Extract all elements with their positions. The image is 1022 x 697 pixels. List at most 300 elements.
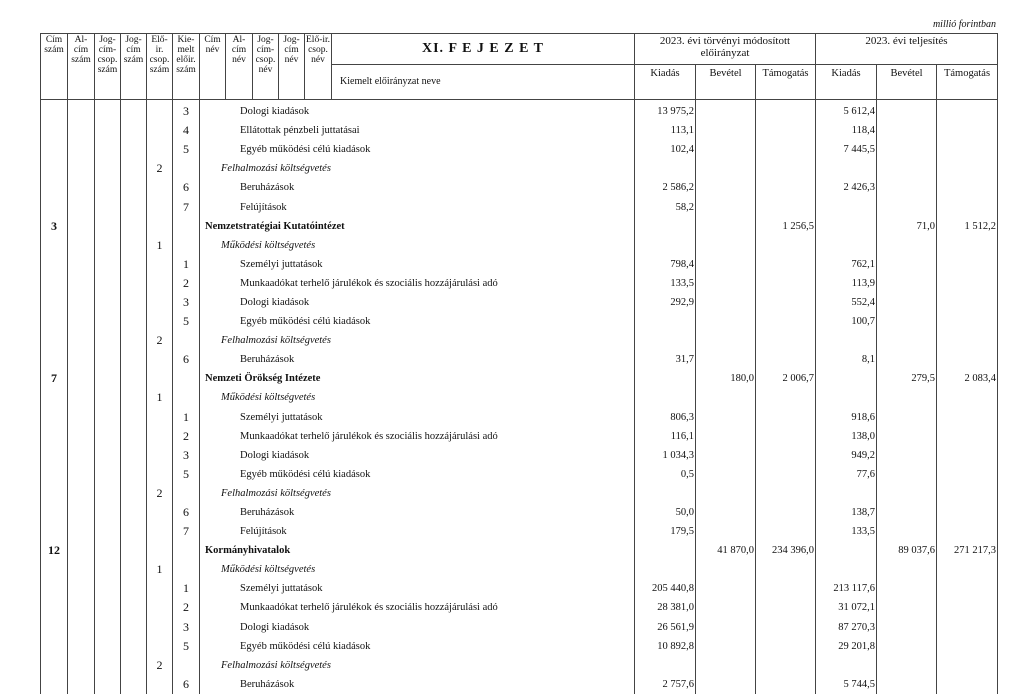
- plan-tamogatas-value: [756, 656, 816, 675]
- empty-cell: [173, 369, 200, 388]
- empty-cell: [173, 217, 200, 236]
- empty-cell: [95, 236, 121, 255]
- plan-tamogatas-value: [756, 465, 816, 484]
- actual-bevetel-value: [877, 140, 937, 159]
- actual-bevetel-value: 279,5: [877, 369, 937, 388]
- empty-cell: [41, 618, 68, 637]
- plan-bevetel-value: [696, 140, 756, 159]
- empty-cell: [121, 274, 147, 293]
- plan-kiadas-value: 50,0: [635, 503, 696, 522]
- empty-cell: [173, 560, 200, 579]
- empty-cell: [68, 312, 95, 331]
- row-number: 2: [147, 159, 173, 178]
- actual-bevetel-value: [877, 579, 937, 598]
- budget-table: [40, 33, 998, 694]
- row-name: Felújítások: [200, 522, 635, 541]
- empty-cell: [95, 331, 121, 350]
- row-name: Egyéb működési célú kiadások: [200, 637, 635, 656]
- empty-cell: [68, 560, 95, 579]
- row-number: 2: [173, 274, 200, 293]
- empty-cell: [147, 178, 173, 197]
- plan-bevetel-value: [696, 159, 756, 178]
- actual-bevetel-value: [877, 560, 937, 579]
- actual-tamogatas-value: [937, 465, 998, 484]
- actual-kiadas-value: 31 072,1: [816, 598, 877, 617]
- empty-cell: [147, 350, 173, 369]
- table-row: [41, 121, 998, 140]
- row-name: Munkaadókat terhelő járulékok és szociális hozzájárulási adó: [200, 598, 635, 617]
- row-name: Dologi kiadások: [200, 293, 635, 312]
- header-col-3: Jog-cím szám: [121, 34, 147, 100]
- empty-cell: [173, 331, 200, 350]
- actual-kiadas-value: [816, 388, 877, 407]
- plan-bevetel-value: [696, 637, 756, 656]
- row-number: 1: [147, 560, 173, 579]
- plan-bevetel-value: [696, 178, 756, 197]
- row-name: Nemzetstratégiai Kutatóintézet: [200, 217, 635, 236]
- plan-kiadas-value: 102,4: [635, 140, 696, 159]
- empty-cell: [41, 579, 68, 598]
- actual-tamogatas-value: [937, 274, 998, 293]
- plan-tamogatas-value: [756, 178, 816, 197]
- plan-kiadas-value: 13 975,2: [635, 102, 696, 121]
- plan-bevetel-value: [696, 293, 756, 312]
- empty-cell: [95, 446, 121, 465]
- empty-cell: [41, 312, 68, 331]
- plan-kiadas-value: 2 757,6: [635, 675, 696, 694]
- empty-cell: [121, 427, 147, 446]
- actual-bevetel-value: 89 037,6: [877, 541, 937, 560]
- header-col-7: Al-cím név: [226, 34, 253, 100]
- actual-bevetel-value: [877, 312, 937, 331]
- row-name: Személyi juttatások: [200, 255, 635, 274]
- plan-tamogatas-value: [756, 579, 816, 598]
- empty-cell: [147, 598, 173, 617]
- actual-kiadas-value: 2 426,3: [816, 178, 877, 197]
- actual-kiadas-value: 213 117,6: [816, 579, 877, 598]
- row-name: Személyi juttatások: [200, 408, 635, 427]
- header-col-4: Elő-ir. csop. szám: [147, 34, 173, 100]
- row-number: 1: [147, 236, 173, 255]
- empty-cell: [68, 140, 95, 159]
- empty-cell: [41, 522, 68, 541]
- empty-cell: [68, 484, 95, 503]
- plan-kiadas-value: 205 440,8: [635, 579, 696, 598]
- actual-tamogatas-value: [937, 408, 998, 427]
- row-number: 2: [147, 656, 173, 675]
- row-name: Egyéb működési célú kiadások: [200, 140, 635, 159]
- row-number: 6: [173, 350, 200, 369]
- plan-bevetel-value: [696, 503, 756, 522]
- table-row: [41, 656, 998, 675]
- table-row: [41, 197, 998, 216]
- empty-cell: [95, 465, 121, 484]
- table-row: [41, 388, 998, 407]
- empty-cell: [121, 408, 147, 427]
- row-name: Felhalmozási költségvetés: [200, 656, 635, 675]
- empty-cell: [121, 637, 147, 656]
- empty-cell: [68, 178, 95, 197]
- actual-bevetel-value: [877, 465, 937, 484]
- empty-cell: [95, 255, 121, 274]
- empty-cell: [147, 408, 173, 427]
- plan-kiadas-value: 0,5: [635, 465, 696, 484]
- empty-cell: [173, 159, 200, 178]
- empty-cell: [147, 197, 173, 216]
- empty-cell: [121, 293, 147, 312]
- table-row: [41, 274, 998, 293]
- actual-kiadas-value: 77,6: [816, 465, 877, 484]
- empty-cell: [68, 656, 95, 675]
- row-number: 3: [41, 217, 68, 236]
- plan-bevetel-value: [696, 217, 756, 236]
- header-name-column: Kiemelt előirányzat neve: [332, 65, 635, 100]
- actual-bevetel-value: [877, 484, 937, 503]
- plan-tamogatas-value: 1 256,5: [756, 217, 816, 236]
- row-name: Dologi kiadások: [200, 618, 635, 637]
- empty-cell: [147, 274, 173, 293]
- actual-bevetel-value: [877, 408, 937, 427]
- plan-bevetel-value: [696, 121, 756, 140]
- actual-tamogatas-value: [937, 236, 998, 255]
- actual-kiadas-value: [816, 560, 877, 579]
- actual-bevetel-value: [877, 427, 937, 446]
- header-col-2: Jog-cím-csop. szám: [95, 34, 121, 100]
- plan-bevetel-value: [696, 350, 756, 369]
- plan-tamogatas-value: [756, 446, 816, 465]
- row-number: 6: [173, 675, 200, 694]
- header-col-1: Al-cím szám: [68, 34, 95, 100]
- empty-cell: [68, 293, 95, 312]
- plan-bevetel-value: [696, 236, 756, 255]
- actual-bevetel-value: [877, 618, 937, 637]
- row-number: 3: [173, 618, 200, 637]
- empty-cell: [173, 541, 200, 560]
- header-sub-kiadas-plan: Kiadás: [635, 65, 696, 100]
- actual-bevetel-value: [877, 388, 937, 407]
- empty-cell: [68, 274, 95, 293]
- empty-cell: [95, 140, 121, 159]
- row-number: 3: [173, 102, 200, 121]
- empty-cell: [121, 465, 147, 484]
- table-row: [41, 484, 998, 503]
- empty-cell: [41, 598, 68, 617]
- empty-cell: [147, 637, 173, 656]
- empty-cell: [41, 465, 68, 484]
- empty-cell: [95, 637, 121, 656]
- actual-bevetel-value: [877, 236, 937, 255]
- empty-cell: [68, 217, 95, 236]
- plan-tamogatas-value: [756, 293, 816, 312]
- actual-tamogatas-value: [937, 140, 998, 159]
- empty-cell: [68, 331, 95, 350]
- actual-kiadas-value: 762,1: [816, 255, 877, 274]
- empty-cell: [121, 236, 147, 255]
- header-sub-bevetel-actual: Bevétel: [877, 65, 937, 100]
- header-group-performance: 2023. évi teljesítés: [816, 34, 998, 65]
- plan-tamogatas-value: [756, 408, 816, 427]
- empty-cell: [68, 388, 95, 407]
- plan-kiadas-value: 798,4: [635, 255, 696, 274]
- plan-tamogatas-value: [756, 121, 816, 140]
- empty-cell: [41, 350, 68, 369]
- row-number: 1: [173, 408, 200, 427]
- plan-kiadas-value: 2 586,2: [635, 178, 696, 197]
- empty-cell: [147, 522, 173, 541]
- table-row: [41, 427, 998, 446]
- empty-cell: [68, 579, 95, 598]
- empty-cell: [95, 293, 121, 312]
- actual-bevetel-value: [877, 197, 937, 216]
- actual-bevetel-value: [877, 159, 937, 178]
- actual-kiadas-value: 118,4: [816, 121, 877, 140]
- plan-kiadas-value: 31,7: [635, 350, 696, 369]
- row-number: 12: [41, 541, 68, 560]
- plan-bevetel-value: [696, 522, 756, 541]
- empty-cell: [68, 503, 95, 522]
- row-name: Felújítások: [200, 197, 635, 216]
- actual-kiadas-value: [816, 331, 877, 350]
- row-number: 6: [173, 503, 200, 522]
- actual-tamogatas-value: [937, 331, 998, 350]
- header-sub-kiadas-actual: Kiadás: [816, 65, 877, 100]
- empty-cell: [68, 446, 95, 465]
- empty-cell: [41, 388, 68, 407]
- row-name: Ellátottak pénzbeli juttatásai: [200, 121, 635, 140]
- empty-cell: [68, 675, 95, 694]
- empty-cell: [173, 656, 200, 675]
- row-name: Beruházások: [200, 178, 635, 197]
- actual-tamogatas-value: [937, 388, 998, 407]
- empty-cell: [41, 446, 68, 465]
- plan-bevetel-value: [696, 427, 756, 446]
- table-row: [41, 637, 998, 656]
- empty-cell: [121, 522, 147, 541]
- table-row: [41, 369, 998, 388]
- empty-cell: [95, 369, 121, 388]
- empty-cell: [95, 675, 121, 694]
- actual-kiadas-value: [816, 236, 877, 255]
- actual-kiadas-value: 100,7: [816, 312, 877, 331]
- empty-cell: [95, 484, 121, 503]
- empty-cell: [95, 274, 121, 293]
- actual-tamogatas-value: [937, 178, 998, 197]
- plan-bevetel-value: [696, 560, 756, 579]
- empty-cell: [68, 408, 95, 427]
- actual-kiadas-value: [816, 369, 877, 388]
- empty-cell: [121, 618, 147, 637]
- chapter-title: XI. F E J E Z E T: [332, 34, 635, 65]
- actual-tamogatas-value: [937, 121, 998, 140]
- table-row: [41, 293, 998, 312]
- actual-kiadas-value: 133,5: [816, 522, 877, 541]
- table-row: [41, 541, 998, 560]
- table-row: [41, 560, 998, 579]
- empty-cell: [68, 427, 95, 446]
- actual-tamogatas-value: [937, 255, 998, 274]
- actual-tamogatas-value: [937, 293, 998, 312]
- header-group-appropriation: 2023. évi törvényi módosított előirányzat: [635, 34, 816, 65]
- empty-cell: [121, 598, 147, 617]
- empty-cell: [95, 178, 121, 197]
- header-col-0: Cím szám: [41, 34, 68, 100]
- plan-kiadas-value: 10 892,8: [635, 637, 696, 656]
- plan-tamogatas-value: [756, 598, 816, 617]
- table-row: [41, 465, 998, 484]
- actual-kiadas-value: 29 201,8: [816, 637, 877, 656]
- plan-kiadas-value: [635, 312, 696, 331]
- table-row: [41, 140, 998, 159]
- empty-cell: [147, 121, 173, 140]
- empty-cell: [41, 178, 68, 197]
- actual-tamogatas-value: 1 512,2: [937, 217, 998, 236]
- empty-cell: [95, 388, 121, 407]
- plan-kiadas-value: [635, 331, 696, 350]
- plan-tamogatas-value: [756, 388, 816, 407]
- actual-kiadas-value: [816, 159, 877, 178]
- empty-cell: [41, 408, 68, 427]
- empty-cell: [95, 598, 121, 617]
- plan-tamogatas-value: [756, 522, 816, 541]
- empty-cell: [41, 255, 68, 274]
- empty-cell: [147, 675, 173, 694]
- empty-cell: [68, 598, 95, 617]
- row-number: 5: [173, 465, 200, 484]
- actual-tamogatas-value: [937, 656, 998, 675]
- empty-cell: [95, 618, 121, 637]
- empty-cell: [173, 388, 200, 407]
- plan-bevetel-value: [696, 484, 756, 503]
- plan-kiadas-value: [635, 560, 696, 579]
- empty-cell: [95, 350, 121, 369]
- plan-kiadas-value: [635, 656, 696, 675]
- empty-cell: [68, 618, 95, 637]
- actual-bevetel-value: [877, 255, 937, 274]
- actual-tamogatas-value: [937, 427, 998, 446]
- empty-cell: [121, 503, 147, 522]
- actual-tamogatas-value: [937, 598, 998, 617]
- actual-tamogatas-value: [937, 484, 998, 503]
- row-name: Személyi juttatások: [200, 579, 635, 598]
- row-name: Munkaadókat terhelő járulékok és szociális hozzájárulási adó: [200, 274, 635, 293]
- table-row: [41, 598, 998, 617]
- row-name: Beruházások: [200, 503, 635, 522]
- actual-kiadas-value: [816, 541, 877, 560]
- table-row: [41, 446, 998, 465]
- actual-bevetel-value: [877, 293, 937, 312]
- empty-cell: [68, 236, 95, 255]
- plan-tamogatas-value: [756, 427, 816, 446]
- actual-kiadas-value: [816, 656, 877, 675]
- header-col-9: Jog-cím név: [279, 34, 305, 100]
- actual-kiadas-value: [816, 217, 877, 236]
- empty-cell: [95, 541, 121, 560]
- actual-tamogatas-value: [937, 522, 998, 541]
- actual-tamogatas-value: [937, 446, 998, 465]
- actual-bevetel-value: [877, 274, 937, 293]
- table-row: [41, 618, 998, 637]
- empty-cell: [68, 522, 95, 541]
- empty-cell: [121, 656, 147, 675]
- table-row: [41, 178, 998, 197]
- empty-cell: [41, 197, 68, 216]
- row-name: Dologi kiadások: [200, 102, 635, 121]
- empty-cell: [41, 236, 68, 255]
- plan-tamogatas-value: [756, 618, 816, 637]
- plan-tamogatas-value: [756, 140, 816, 159]
- row-number: 3: [173, 446, 200, 465]
- actual-tamogatas-value: [937, 503, 998, 522]
- plan-bevetel-value: [696, 388, 756, 407]
- empty-cell: [41, 331, 68, 350]
- plan-bevetel-value: [696, 331, 756, 350]
- actual-kiadas-value: 5 612,4: [816, 102, 877, 121]
- table-row: [41, 579, 998, 598]
- actual-tamogatas-value: [937, 618, 998, 637]
- empty-cell: [95, 217, 121, 236]
- plan-bevetel-value: 180,0: [696, 369, 756, 388]
- row-name: Felhalmozási költségvetés: [200, 484, 635, 503]
- actual-kiadas-value: 5 744,5: [816, 675, 877, 694]
- row-name: Működési költségvetés: [200, 236, 635, 255]
- row-number: 5: [173, 140, 200, 159]
- actual-bevetel-value: [877, 637, 937, 656]
- empty-cell: [121, 312, 147, 331]
- actual-bevetel-value: [877, 178, 937, 197]
- plan-bevetel-value: [696, 675, 756, 694]
- empty-cell: [173, 236, 200, 255]
- plan-kiadas-value: [635, 484, 696, 503]
- empty-cell: [68, 350, 95, 369]
- empty-cell: [95, 579, 121, 598]
- actual-kiadas-value: 552,4: [816, 293, 877, 312]
- empty-cell: [121, 102, 147, 121]
- empty-cell: [68, 541, 95, 560]
- empty-cell: [147, 293, 173, 312]
- actual-tamogatas-value: [937, 675, 998, 694]
- empty-cell: [121, 178, 147, 197]
- row-number: 3: [173, 293, 200, 312]
- plan-tamogatas-value: [756, 675, 816, 694]
- empty-cell: [41, 159, 68, 178]
- plan-bevetel-value: [696, 446, 756, 465]
- empty-cell: [41, 140, 68, 159]
- empty-cell: [95, 503, 121, 522]
- empty-cell: [147, 369, 173, 388]
- actual-tamogatas-value: [937, 197, 998, 216]
- actual-bevetel-value: 71,0: [877, 217, 937, 236]
- empty-cell: [68, 197, 95, 216]
- empty-cell: [121, 369, 147, 388]
- actual-kiadas-value: [816, 484, 877, 503]
- empty-cell: [68, 369, 95, 388]
- actual-bevetel-value: [877, 503, 937, 522]
- row-name: Munkaadókat terhelő járulékok és szociális hozzájárulási adó: [200, 427, 635, 446]
- row-number: 2: [147, 331, 173, 350]
- empty-cell: [121, 350, 147, 369]
- row-number: 5: [173, 637, 200, 656]
- empty-cell: [68, 255, 95, 274]
- plan-tamogatas-value: [756, 560, 816, 579]
- plan-tamogatas-value: 2 006,7: [756, 369, 816, 388]
- plan-kiadas-value: [635, 236, 696, 255]
- empty-cell: [41, 560, 68, 579]
- plan-kiadas-value: 26 561,9: [635, 618, 696, 637]
- empty-cell: [147, 312, 173, 331]
- row-number: 5: [173, 312, 200, 331]
- empty-cell: [121, 579, 147, 598]
- plan-kiadas-value: 1 034,3: [635, 446, 696, 465]
